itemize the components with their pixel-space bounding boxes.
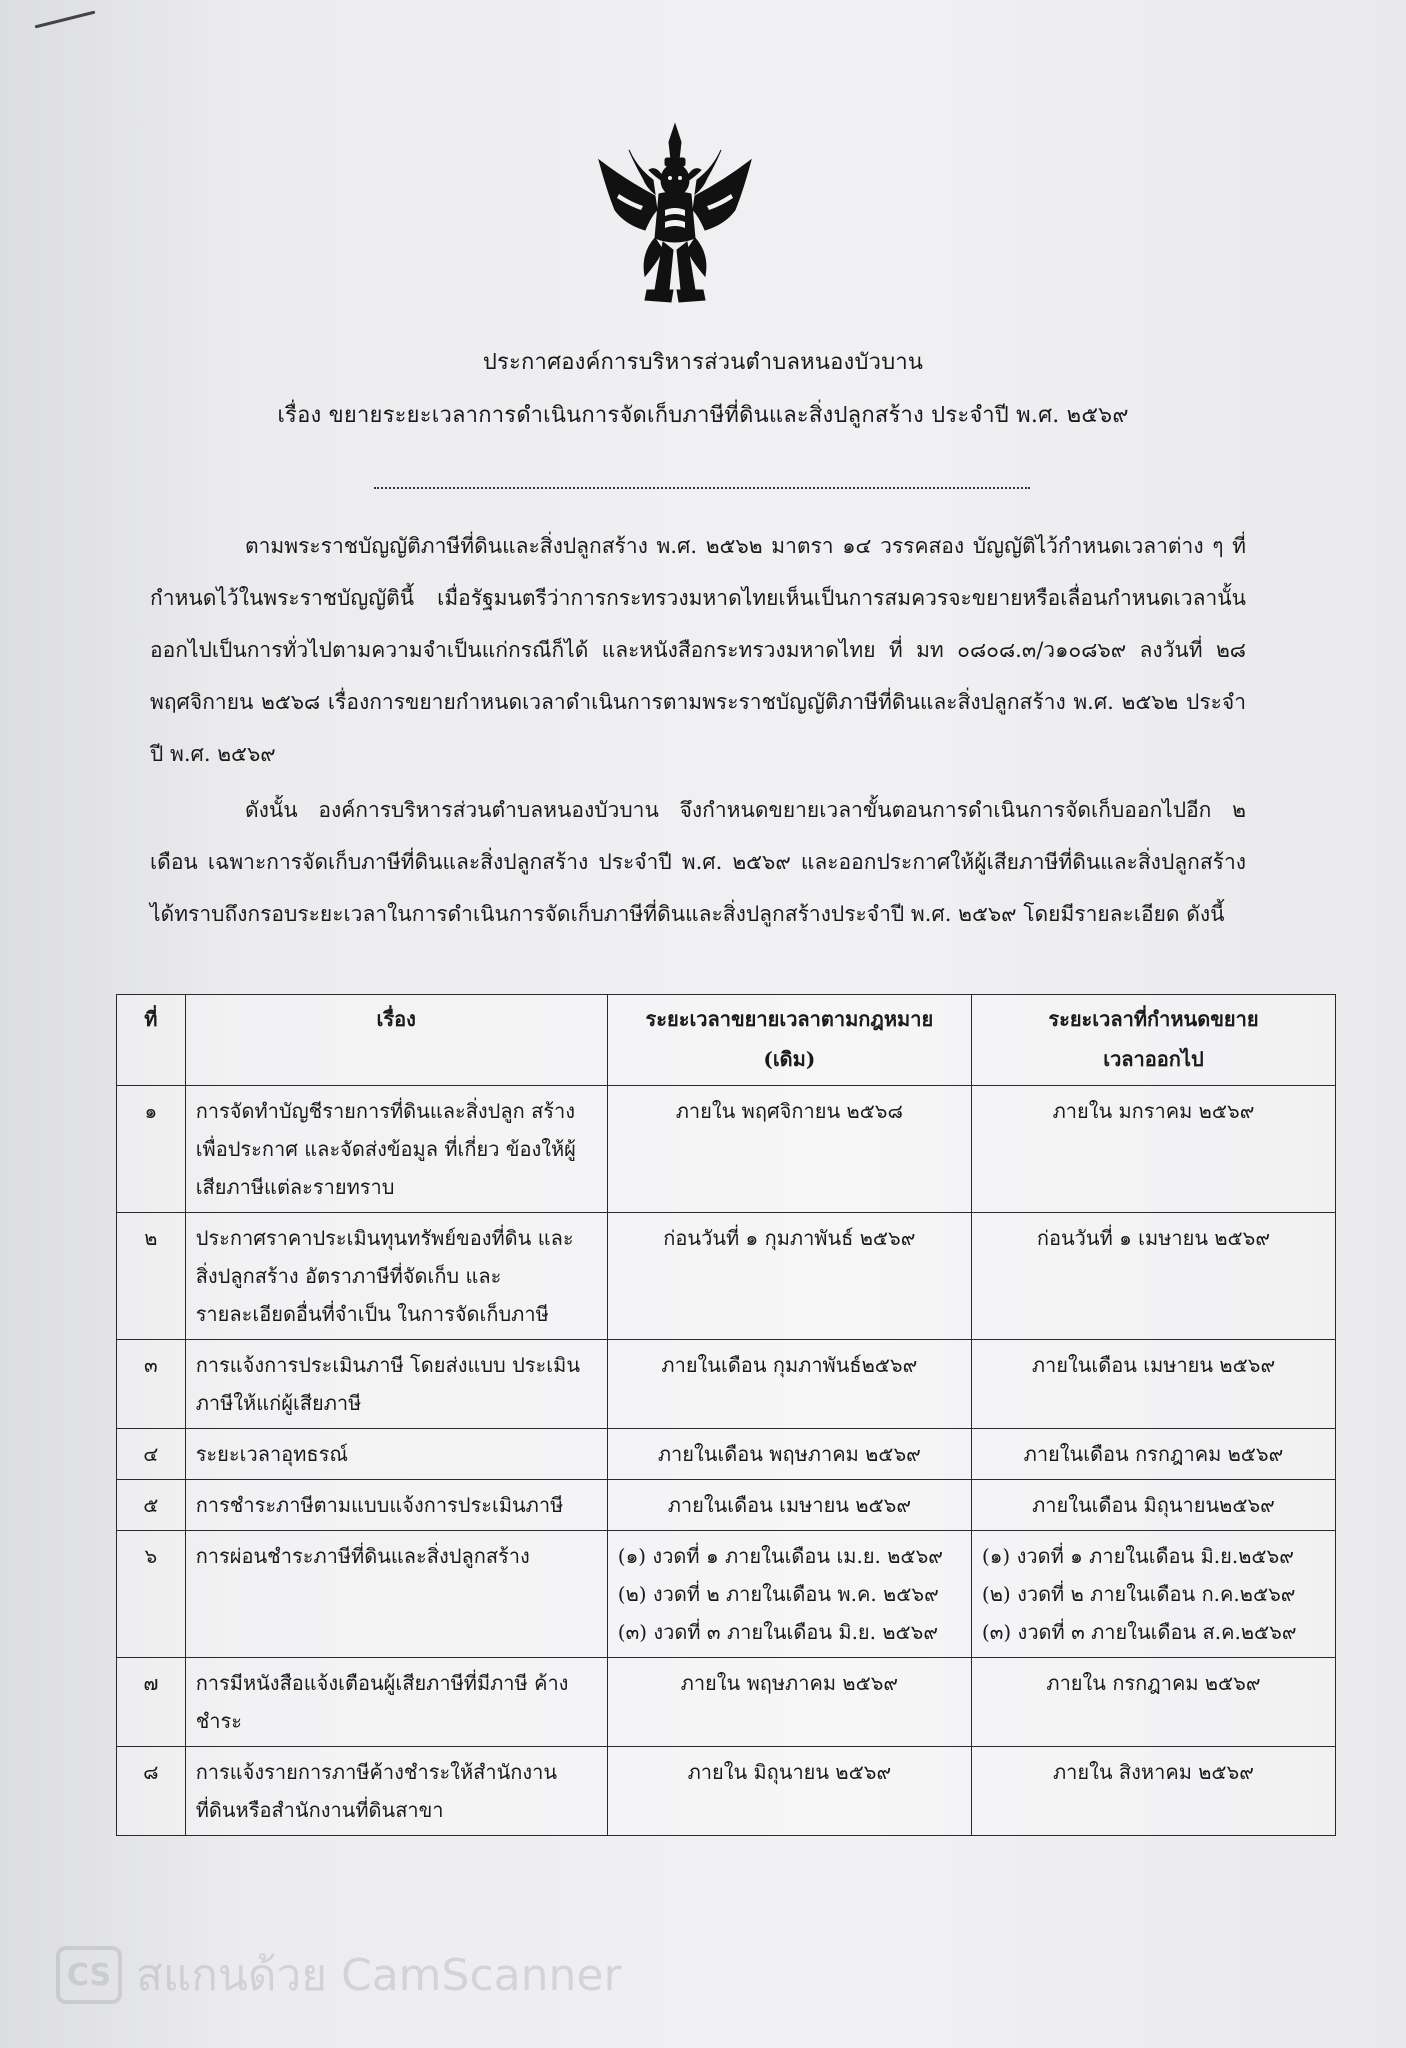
header-topic: เรื่อง — [185, 995, 607, 1086]
paragraph-legal-basis — [150, 520, 1246, 780]
row-original-deadline-line: ภายในเดือน เมษายน ๒๕๖๙ — [667, 1493, 911, 1517]
row-number: ๗ — [117, 1658, 186, 1747]
row-topic-line: ที่ดินหรือสำนักงานที่ดินสาขา — [195, 1798, 444, 1822]
row-topic-line: การผ่อนชำระภาษีที่ดินและสิ่งปลูกสร้าง — [195, 1544, 530, 1568]
row-extended-deadline-line: (๓) งวดที่ ๓ ภายในเดือน ส.ค.๒๕๖๙ — [981, 1620, 1297, 1644]
table-body — [117, 1086, 1336, 1836]
header-original-deadline — [607, 995, 971, 1086]
header-text: ระยะเวลาที่กำหนดขยาย — [1048, 1007, 1259, 1031]
row-extended-deadline — [971, 1531, 1335, 1658]
table-row — [117, 1658, 1336, 1747]
row-extended-deadline — [971, 1747, 1335, 1836]
row-topic — [185, 1213, 607, 1340]
row-topic-line: เพื่อประกาศ และจัดส่งข้อมูล ที่เกี่ยว ข้องให้ผู้ — [195, 1137, 576, 1161]
row-original-deadline — [607, 1086, 971, 1213]
row-original-deadline-line: ภายในเดือน พฤษภาคม ๒๕๖๙ — [657, 1442, 921, 1466]
row-number: ๔ — [117, 1429, 186, 1480]
row-topic-line: เสียภาษีแต่ละรายทราบ — [195, 1175, 395, 1199]
row-extended-deadline — [971, 1086, 1335, 1213]
dotted-divider — [374, 487, 1030, 489]
pen-mark — [35, 11, 96, 29]
row-number: ๘ — [117, 1747, 186, 1836]
row-number: ๕ — [117, 1480, 186, 1531]
row-extended-deadline-line: ภายใน สิงหาคม ๒๕๖๙ — [1053, 1760, 1254, 1784]
row-extended-deadline-line: ภายใน มกราคม ๒๕๖๙ — [1052, 1099, 1255, 1123]
row-topic-line: ภาษีให้แก่ผู้เสียภาษี — [195, 1391, 362, 1415]
row-original-deadline-line: ภายในเดือน กุมภาพันธ์๒๕๖๙ — [661, 1353, 918, 1377]
header-no: ที่ — [117, 995, 186, 1086]
row-original-deadline — [607, 1531, 971, 1658]
table-row — [117, 1429, 1336, 1480]
table-row — [117, 1480, 1336, 1531]
row-topic — [185, 1086, 607, 1213]
row-extended-deadline-line: (๑) งวดที่ ๑ ภายในเดือน มิ.ย.๒๕๖๙ — [981, 1544, 1294, 1568]
row-extended-deadline-line: ภายในเดือน เมษายน ๒๕๖๙ — [1031, 1353, 1276, 1377]
announcement-title: ประกาศองค์การบริหารส่วนตำบลหนองบัวบาน — [482, 350, 924, 375]
paragraph-extension — [150, 784, 1246, 940]
row-extended-deadline-line: ก่อนวันที่ ๑ เมษายน ๒๕๖๙ — [1036, 1226, 1271, 1250]
row-original-deadline — [607, 1429, 971, 1480]
row-extended-deadline — [971, 1213, 1335, 1340]
row-original-deadline — [607, 1480, 971, 1531]
row-extended-deadline — [971, 1429, 1335, 1480]
row-original-deadline-line: ภายใน พฤศจิกายน ๒๕๖๘ — [675, 1099, 903, 1123]
garuda-emblem-icon — [585, 120, 765, 310]
watermark-text: สแกนด้วย CamScanner — [136, 1950, 622, 2001]
row-original-deadline-line: (๒) งวดที่ ๒ ภายในเดือน พ.ค. ๒๕๖๙ — [617, 1582, 939, 1606]
table-row — [117, 1531, 1336, 1658]
table-row — [117, 1086, 1336, 1213]
paragraph-text: ตามพระราชบัญญัติภาษีที่ดินและสิ่งปลูกสร้าง พ.ศ. ๒๕๖๒ มาตรา ๑๔ วรรคสอง บัญญัติไว้กำหนดเวลาต่าง ๆ ที่กำหนดไว้ในพระราชบัญญัตินี้ เมื่อรัฐมนตรีว่าการกระทรวงมหาดไทยเห็นเป็นการสมควรจะขยายหรือเลื่อนกำหนดเวลานั้นออกไปเป็นการทั่วไปตามความจำเป็นแก่กรณีก็ได้ และหนังสือกระทรวงมหาดไทย ที่ มท ๐๘๐๘.๓/ว๑๐๘๖๙ ลงวันที่ ๒๘ พฤศจิกายน ๒๕๖๘ เรื่องการขยายกำหนดเวลาดำเนินการตามพระราชบัญญัติภาษีที่ดินและสิ่งปลูกสร้าง พ.ศ. ๒๕๖๒ ประจำปี พ.ศ. ๒๕๖๙ — [150, 534, 1246, 766]
row-topic — [185, 1340, 607, 1429]
row-topic-line: การแจ้งรายการภาษีค้างชำระให้สำนักงาน — [195, 1760, 558, 1784]
row-number: ๓ — [117, 1340, 186, 1429]
row-topic-line: ระยะเวลาอุทธรณ์ — [195, 1442, 348, 1466]
row-topic-line: สิ่งปลูกสร้าง อัตราภาษีที่จัดเก็บ และ — [195, 1264, 502, 1288]
row-original-deadline — [607, 1340, 971, 1429]
row-topic — [185, 1531, 607, 1658]
row-extended-deadline-line: (๒) งวดที่ ๒ ภายในเดือน ก.ค.๒๕๖๙ — [981, 1582, 1296, 1606]
row-original-deadline-line: (๑) งวดที่ ๑ ภายในเดือน เม.ย. ๒๕๖๙ — [617, 1544, 943, 1568]
row-topic-line: การมีหนังสือแจ้งเตือนผู้เสียภาษีที่มีภาษี ค้าง — [195, 1671, 569, 1695]
row-extended-deadline — [971, 1340, 1335, 1429]
row-extended-deadline — [971, 1480, 1335, 1531]
table-row — [117, 1213, 1336, 1340]
row-topic — [185, 1658, 607, 1747]
scanner-watermark — [56, 1940, 622, 2010]
row-number: ๑ — [117, 1086, 186, 1213]
paragraph-text: ดังนั้น องค์การบริหารส่วนตำบลหนองบัวบาน จึงกำหนดขยายเวลาขั้นตอนการดำเนินการจัดเก็บออกไปอีก ๒ เดือน เฉพาะการจัดเก็บภาษีที่ดินและสิ่งปลูกสร้าง ประจำปี พ.ศ. ๒๕๖๙ และออกประกาศให้ผู้เสียภาษีที่ดินและสิ่งปลูกสร้าง ได้ทราบถึงกรอบระยะเวลาในการดำเนินการจัดเก็บภาษีที่ดินและสิ่งปลูกสร้างประจำปี พ.ศ. ๒๕๖๙ โดยมีรายละเอียด ดังนี้ — [150, 798, 1246, 926]
header-text: เวลาออกไป — [1103, 1047, 1204, 1071]
announcement-subject: เรื่อง ขยายระยะเวลาการดำเนินการจัดเก็บภาษีที่ดินและสิ่งปลูกสร้าง ประจำปี พ.ศ. ๒๕๖๙ — [277, 403, 1129, 428]
row-original-deadline-line: (๓) งวดที่ ๓ ภายในเดือน มิ.ย. ๒๕๖๙ — [617, 1620, 939, 1644]
table-row — [117, 1340, 1336, 1429]
row-original-deadline — [607, 1658, 971, 1747]
row-topic — [185, 1480, 607, 1531]
row-topic-line: ชำระ — [195, 1709, 242, 1733]
row-original-deadline-line: ภายใน มิถุนายน ๒๕๖๙ — [687, 1760, 892, 1784]
row-extended-deadline — [971, 1658, 1335, 1747]
row-topic-line: การจัดทำบัญชีรายการที่ดินและสิ่งปลูก สร้าง — [195, 1099, 576, 1123]
table-header-row — [117, 995, 1336, 1086]
header-extended-deadline — [971, 995, 1335, 1086]
camscanner-logo-icon: CS — [56, 1946, 122, 2004]
row-topic — [185, 1429, 607, 1480]
row-extended-deadline-line: ภายใน กรกฎาคม ๒๕๖๙ — [1046, 1671, 1261, 1695]
row-number: ๒ — [117, 1213, 186, 1340]
table-row — [117, 1747, 1336, 1836]
row-original-deadline — [607, 1747, 971, 1836]
header-text: (เดิม) — [763, 1047, 816, 1071]
schedule-table — [116, 994, 1336, 1836]
row-extended-deadline-line: ภายในเดือน กรกฎาคม ๒๕๖๙ — [1023, 1442, 1284, 1466]
row-original-deadline-line: ภายใน พฤษภาคม ๒๕๖๙ — [680, 1671, 899, 1695]
row-original-deadline — [607, 1213, 971, 1340]
row-original-deadline-line: ก่อนวันที่ ๑ กุมภาพันธ์ ๒๕๖๙ — [663, 1226, 916, 1250]
row-topic — [185, 1747, 607, 1836]
row-topic-line: การชำระภาษีตามแบบแจ้งการประเมินภาษี — [195, 1493, 564, 1517]
row-topic-line: การแจ้งการประเมินภาษี โดยส่งแบบ ประเมิน — [195, 1353, 580, 1377]
row-number: ๖ — [117, 1531, 186, 1658]
row-topic-line: ประกาศราคาประเมินทุนทรัพย์ของที่ดิน และ — [195, 1226, 574, 1250]
row-topic-line: รายละเอียดอื่นที่จำเป็น ในการจัดเก็บภาษี — [195, 1302, 549, 1326]
row-extended-deadline-line: ภายในเดือน มิถุนายน๒๕๖๙ — [1032, 1493, 1275, 1517]
header-text: ระยะเวลาขยายเวลาตามกฎหมาย — [645, 1007, 934, 1031]
